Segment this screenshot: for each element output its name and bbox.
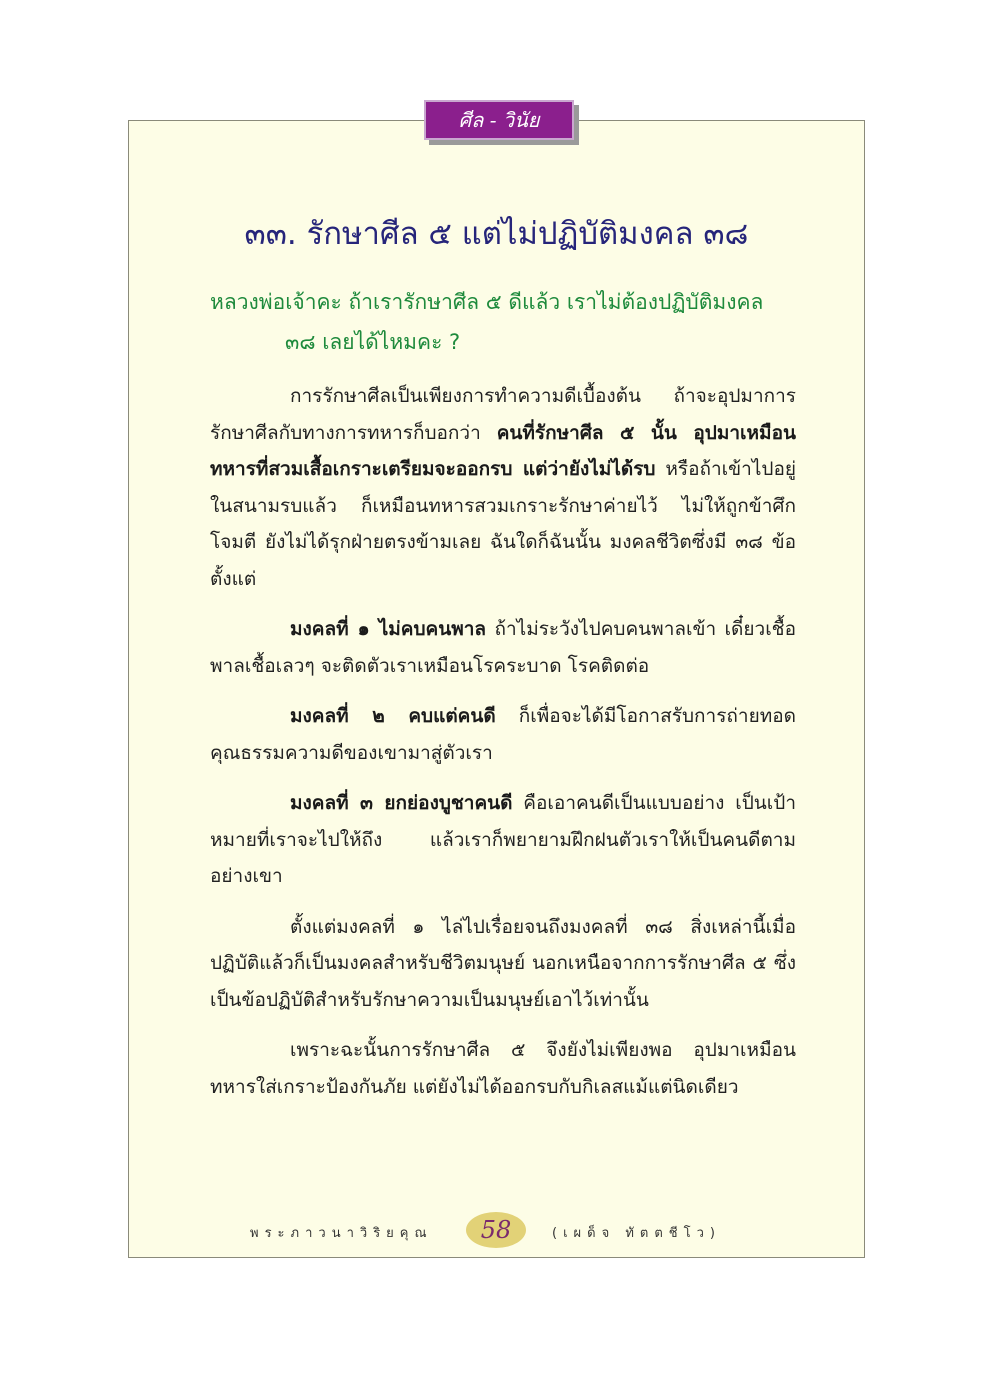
- mongkol-2-text: ก็เพื่อจะได้มีโอกาสรับการถ่ายทอดคุณธรรมความดีของเขามาสู่ตัวเรา: [210, 705, 797, 764]
- paragraph-mongkol-2: [210, 698, 796, 771]
- answer-body: [210, 378, 796, 1119]
- footer-author: (เผด็จ ทัตตชีโว): [552, 1226, 721, 1241]
- paragraph-intro-text-a: การรักษาศีลเป็นเพียงการทำความดีเบื้องต้น ถ้าจะอุปมาการรักษาศีลกับทางการทหารก็บอกว่า: [210, 385, 796, 444]
- footer-book-title: พระภาวนาวิริยคุณ: [250, 1226, 433, 1241]
- paragraph-intro-bold: คนที่รักษาศีล ๕ นั้น อุปมาเหมือนทหารที่สวมเสื้อเกราะเตรียมจะออกรบ แต่ว่ายังไม่ได้รบ: [210, 421, 796, 480]
- question-line-2: ๓๘ เลยได้ไหมคะ ?: [285, 330, 461, 354]
- mongkol-3-text: คือเอาคนดีเป็นแบบอย่าง เป็นเป้าหมายที่เราจะไปให้ถึง แล้วเราก็พยายามฝึกฝนตัวเราให้เป็นคนดีตามอย่างเขา: [210, 792, 796, 887]
- category-tab: [424, 100, 574, 140]
- page-number-badge: [466, 1212, 526, 1248]
- chapter-title: ๓๓. รักษาศีล ๕ แต่ไม่ปฏิบัติมงคล ๓๘: [244, 216, 749, 252]
- category-label: ศีล - วินัย: [458, 108, 540, 132]
- paragraph-conclusion: เพราะฉะนั้นการรักษาศีล ๕ จึงยังไม่เพียงพอ อุปมาเหมือนทหารใส่เกราะป้องกันภัย แต่ยังไม่ได้ออกรบกับกิเลสแม้แต่นิดเดียว: [210, 1039, 796, 1098]
- page-number: 58: [480, 1216, 512, 1244]
- mongkol-1-heading: มงคลที่ ๑ ไม่คบคนพาล: [290, 618, 487, 640]
- paragraph-mongkol-3: [210, 785, 796, 895]
- mongkol-3-heading: มงคลที่ ๓ ยกย่องบูชาคนดี: [290, 792, 513, 814]
- paragraph-summary: ตั้งแต่มงคลที่ ๑ ไล่ไปเรื่อยจนถึงมงคลที่ ๓๘ สิ่งเหล่านี้เมื่อปฏิบัติแล้วก็เป็นมงคลสำหรับชีวิตมนุษย์ นอกเหนือจากการรักษาศีล ๕ ซึ่งเป็นข้อปฏิบัติสำหรับรักษาความเป็นมนุษย์เอาไว้เท่านั้น: [210, 915, 796, 1011]
- mongkol-2-heading: มงคลที่ ๒ คบแต่คนดี: [290, 705, 496, 727]
- mongkol-1-text: ถ้าไม่ระวังไปคบคนพาลเข้า เดี๋ยวเชื้อพาลเชื้อเลวๆ จะติดตัวเราเหมือนโรคระบาด โรคติดต่อ: [210, 618, 796, 677]
- paragraph-intro: [210, 378, 796, 597]
- question-line-1: หลวงพ่อเจ้าคะ ถ้าเรารักษาศีล ๕ ดีแล้ว เราไม่ต้องปฏิบัติมงคล: [210, 290, 764, 314]
- paragraph-mongkol-1: [210, 611, 796, 684]
- question: [210, 282, 820, 362]
- paragraph-intro-text-b: หรือถ้าเข้าไปอยู่ในสนามรบแล้ว ก็เหมือนทหารสวมเกราะรักษาค่ายไว้ ไม่ให้ถูกข้าศึกโจมตี ยังไม่ได้รุกฝ่ายตรงข้ามเลย ฉันใดก็ฉันนั้น มงคลชีวิตซึ่งมี ๓๘ ข้อ ตั้งแต่: [210, 458, 796, 590]
